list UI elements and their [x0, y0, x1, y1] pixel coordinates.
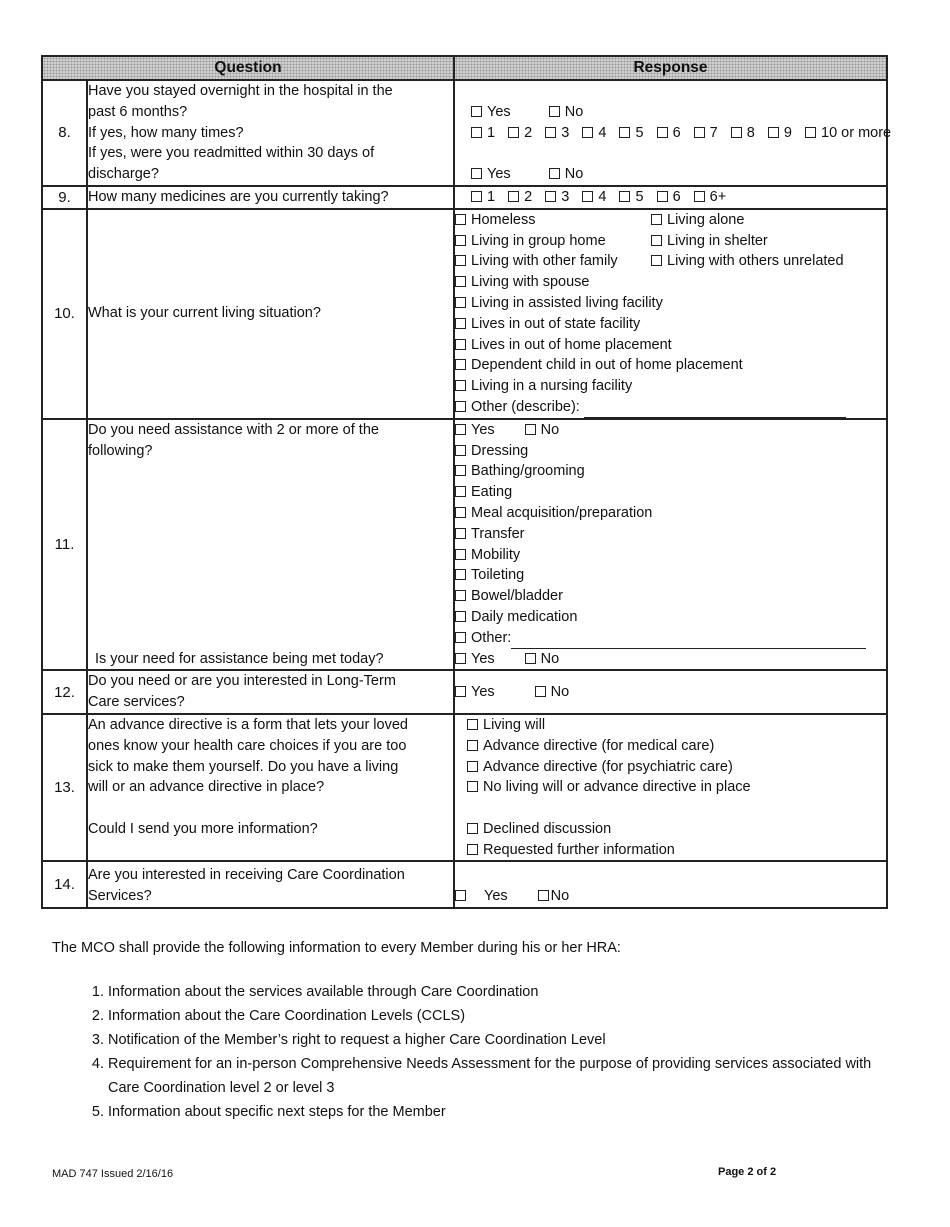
table-row-8	[42, 80, 887, 186]
no-checkbox[interactable]	[525, 424, 536, 435]
option-label: Bathing/grooming	[471, 463, 585, 480]
times-label: 6	[672, 124, 681, 141]
count-checkbox[interactable]	[657, 191, 668, 202]
times-label: 9	[783, 124, 792, 141]
option-label: Eating	[471, 484, 513, 501]
question-line: Could I send you more information?	[88, 820, 318, 837]
option-checkbox[interactable]	[455, 528, 466, 539]
count-label: 6	[672, 188, 681, 205]
times-checkbox[interactable]	[545, 127, 556, 138]
option-checkbox[interactable]	[467, 823, 478, 834]
option-checkbox[interactable]	[455, 590, 466, 601]
hra-form-table	[41, 55, 892, 909]
count-label: 6+	[709, 188, 727, 205]
yes-label: Yes	[471, 650, 495, 667]
row-number: 12.	[42, 670, 87, 714]
yes-checkbox[interactable]	[471, 106, 482, 117]
option-checkbox[interactable]	[467, 719, 478, 730]
met-no-checkbox[interactable]	[525, 653, 536, 664]
count-checkbox[interactable]	[694, 191, 705, 202]
question-cell	[87, 861, 454, 908]
option-label: Homeless	[471, 211, 536, 228]
option-label: Living with spouse	[471, 274, 590, 291]
times-checkbox[interactable]	[582, 127, 593, 138]
row-number: 11.	[42, 419, 87, 671]
other-family-checkbox[interactable]	[455, 255, 466, 266]
option-label: Daily medication	[471, 608, 578, 625]
times-label: 4	[598, 124, 607, 141]
option-checkbox[interactable]	[455, 276, 466, 287]
times-checkbox[interactable]	[619, 127, 630, 138]
medicine-count-options	[471, 187, 886, 208]
count-checkbox[interactable]	[508, 191, 519, 202]
question-line: Do you need or are you interested in Long-Term	[88, 673, 396, 690]
list-item: 5. Information about specific next steps for the Member	[108, 1100, 888, 1124]
option-label: Transfer	[471, 525, 525, 542]
table-row-9	[42, 186, 887, 209]
row-number: 8.	[42, 80, 87, 186]
table-row-10	[42, 209, 887, 419]
no-label: No	[550, 683, 570, 700]
yes-checkbox[interactable]	[455, 686, 466, 697]
other-label: Other:	[471, 629, 512, 646]
option-label: Advance directive (for psychiatric care)	[483, 758, 733, 775]
count-label: 1	[487, 188, 496, 205]
question-line: ones know your health care choices if you are too	[88, 737, 407, 754]
no-label: No	[540, 650, 560, 667]
homeless-checkbox[interactable]	[455, 214, 466, 225]
option-label: Requested further information	[483, 841, 675, 858]
option-checkbox[interactable]	[455, 297, 466, 308]
option-label: Living alone	[667, 211, 745, 228]
option-checkbox[interactable]	[467, 781, 478, 792]
option-label: Lives in out of home placement	[471, 336, 672, 353]
response-cell	[454, 209, 887, 419]
question-cell	[87, 670, 454, 714]
question-line: Is your need for assistance being met today?	[95, 650, 384, 667]
count-checkbox[interactable]	[471, 191, 482, 202]
yes-checkbox[interactable]	[455, 890, 466, 901]
count-checkbox[interactable]	[619, 191, 630, 202]
times-checkbox[interactable]	[768, 127, 779, 138]
times-checkbox[interactable]	[471, 127, 482, 138]
row-number: 13.	[42, 714, 87, 862]
option-checkbox[interactable]	[467, 761, 478, 772]
other-field[interactable]	[511, 634, 866, 649]
option-label: Living with others unrelated	[667, 253, 844, 270]
question-line: Have you stayed overnight in the hospital in the	[88, 83, 393, 99]
question-cell	[87, 80, 454, 186]
option-label: Living in group home	[471, 232, 606, 249]
option-label: Meal acquisition/preparation	[471, 504, 653, 521]
no-label: No	[564, 103, 584, 120]
times-label: 10 or more	[821, 124, 892, 141]
no-checkbox[interactable]	[549, 106, 560, 117]
question-line: If yes, how many times?	[88, 124, 244, 141]
info-intro-text: The MCO shall provide the following information to every Member during his or her HRA:	[52, 940, 621, 956]
table-row-11	[42, 419, 887, 671]
table-row-14	[42, 861, 887, 908]
count-label: 2	[524, 188, 533, 205]
page-number: Page 2 of 2	[718, 1166, 777, 1178]
info-list	[72, 980, 888, 1124]
question-line: Do you need assistance with 2 or more of the	[88, 421, 379, 438]
count-label: 5	[635, 188, 644, 205]
row-number: 9.	[42, 186, 87, 209]
other-checkbox[interactable]	[455, 632, 466, 643]
question-line: An advance directive is a form that lets your loved	[88, 716, 408, 733]
no-label: No	[564, 166, 584, 183]
option-label: Living will	[483, 716, 546, 733]
form-id: MAD 747 Issued 2/16/16	[52, 1168, 174, 1180]
no-label: No	[540, 421, 560, 438]
no-checkbox[interactable]	[535, 686, 546, 697]
option-label: Dependent child in out of home placement	[471, 357, 743, 374]
question-cell	[87, 419, 454, 671]
option-checkbox[interactable]	[467, 740, 478, 751]
times-checkbox[interactable]	[508, 127, 519, 138]
question-line: Are you interested in receiving Care Coordination	[88, 867, 405, 884]
readmit-yes-checkbox[interactable]	[471, 168, 482, 179]
times-checkbox[interactable]	[805, 127, 816, 138]
yes-label: Yes	[471, 421, 495, 438]
times-label: 1	[487, 124, 496, 141]
option-checkbox[interactable]	[455, 318, 466, 329]
response-cell	[454, 714, 887, 862]
option-label: Toileting	[471, 567, 525, 584]
list-item: 4. Requirement for an in-person Comprehensive Needs Assessment for the purpose of providing services associated with Care Coordination level 2 or level 3	[108, 1052, 888, 1100]
option-label: Declined discussion	[483, 820, 612, 837]
option-checkbox[interactable]	[455, 359, 466, 370]
option-checkbox[interactable]	[455, 339, 466, 350]
option-label: Living in shelter	[667, 232, 768, 249]
no-checkbox[interactable]	[538, 890, 549, 901]
option-label: Mobility	[471, 546, 521, 563]
option-label: Bowel/bladder	[471, 588, 563, 605]
other-label: Other (describe):	[471, 398, 580, 415]
option-checkbox[interactable]	[455, 465, 466, 476]
question-line: If yes, were you readmitted within 30 days of	[88, 145, 375, 162]
option-label: Living in assisted living facility	[471, 294, 663, 311]
question-header: Question	[42, 56, 454, 80]
option-label: Dressing	[471, 442, 529, 459]
option-checkbox[interactable]	[467, 844, 478, 855]
option-checkbox[interactable]	[455, 486, 466, 497]
times-label: 8	[746, 124, 755, 141]
question-cell: How many medicines are you currently taking?	[87, 186, 454, 209]
times-options	[471, 123, 892, 144]
question-line: will or an advance directive in place?	[88, 779, 325, 796]
list-item: 2. Information about the Care Coordination Levels (CCLS)	[108, 1004, 888, 1028]
times-checkbox[interactable]	[657, 127, 668, 138]
shelter-checkbox[interactable]	[651, 235, 662, 246]
question-cell: What is your current living situation?	[87, 209, 454, 419]
row-number: 10.	[42, 209, 87, 419]
option-label: Living with other family	[471, 253, 618, 270]
response-cell	[454, 419, 887, 671]
response-cell	[454, 670, 887, 714]
response-cell	[454, 861, 887, 908]
option-checkbox[interactable]	[455, 507, 466, 518]
response-header: Response	[454, 56, 887, 80]
option-checkbox[interactable]	[455, 549, 466, 560]
readmit-no-checkbox[interactable]	[549, 168, 560, 179]
times-checkbox[interactable]	[731, 127, 742, 138]
table-row-12	[42, 670, 887, 714]
other-checkbox[interactable]	[455, 401, 466, 412]
question-line: past 6 months?	[88, 103, 188, 120]
question-line: discharge?	[88, 166, 159, 183]
row-number: 14.	[42, 861, 87, 908]
question-line: sick to make them yourself. Do you have a living	[88, 758, 399, 775]
option-checkbox[interactable]	[455, 380, 466, 391]
count-label: 4	[598, 188, 607, 205]
yes-label: Yes	[471, 683, 495, 700]
yes-label: Yes	[487, 103, 511, 120]
option-checkbox[interactable]	[455, 445, 466, 456]
option-label: Advance directive (for medical care)	[483, 737, 715, 754]
count-label: 3	[561, 188, 570, 205]
option-label: Living in a nursing facility	[471, 378, 633, 395]
group-home-checkbox[interactable]	[455, 235, 466, 246]
table-row-13	[42, 714, 887, 862]
others-unrelated-checkbox[interactable]	[651, 255, 662, 266]
living-alone-checkbox[interactable]	[651, 214, 662, 225]
yes-label: Yes	[487, 166, 511, 183]
question-line: Care services?	[88, 694, 185, 711]
option-label: Lives in out of state facility	[471, 315, 641, 332]
option-label: No living will or advance directive in place	[483, 779, 751, 796]
other-describe-field[interactable]	[584, 403, 846, 418]
question-line: Services?	[88, 888, 152, 905]
response-cell	[454, 80, 892, 186]
times-label: 7	[709, 124, 718, 141]
count-checkbox[interactable]	[545, 191, 556, 202]
list-item: 1. Information about the services available through Care Coordination	[108, 980, 888, 1004]
times-label: 2	[524, 124, 533, 141]
count-checkbox[interactable]	[582, 191, 593, 202]
yes-checkbox[interactable]	[455, 424, 466, 435]
times-label: 3	[561, 124, 570, 141]
times-checkbox[interactable]	[694, 127, 705, 138]
question-line: following?	[88, 442, 153, 459]
response-cell	[454, 186, 887, 209]
option-checkbox[interactable]	[455, 611, 466, 622]
question-cell	[87, 714, 454, 862]
table-header-row	[42, 56, 887, 80]
met-yes-checkbox[interactable]	[455, 653, 466, 664]
list-item: 3. Notification of the Member’s right to request a higher Care Coordination Level	[108, 1028, 888, 1052]
option-checkbox[interactable]	[455, 569, 466, 580]
no-label: No	[550, 888, 570, 905]
times-label: 5	[635, 124, 644, 141]
yes-label: Yes	[484, 888, 508, 905]
